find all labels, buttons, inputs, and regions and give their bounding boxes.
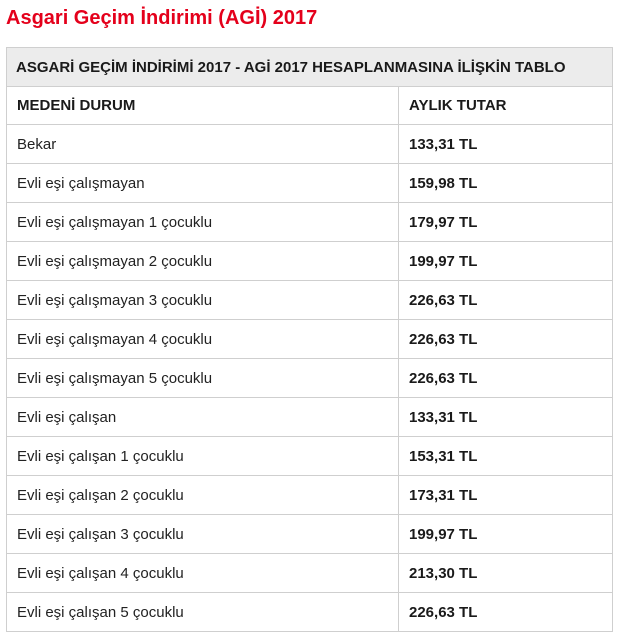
marital-status-cell: Evli eşi çalışmayan 5 çocuklu — [7, 359, 399, 398]
table-row — [7, 281, 613, 320]
marital-status-cell: Evli eşi çalışan 4 çocuklu — [7, 554, 399, 593]
header-monthly-amount: AYLIK TUTAR — [399, 87, 613, 125]
monthly-amount-cell: 226,63 TL — [399, 320, 613, 359]
table-row — [7, 554, 613, 593]
marital-status-cell: Evli eşi çalışmayan 3 çocuklu — [7, 281, 399, 320]
table-row — [7, 242, 613, 281]
table-caption-row — [7, 48, 613, 87]
monthly-amount-cell: 133,31 TL — [399, 398, 613, 437]
monthly-amount-cell: 199,97 TL — [399, 242, 613, 281]
table-row — [7, 203, 613, 242]
agi-table — [6, 47, 613, 632]
marital-status-cell: Evli eşi çalışmayan — [7, 164, 399, 203]
marital-status-cell: Bekar — [7, 125, 399, 164]
page-title: Asgari Geçim İndirimi (AGİ) 2017 — [6, 7, 318, 29]
marital-status-cell: Evli eşi çalışan 5 çocuklu — [7, 593, 399, 632]
table-body — [7, 125, 613, 632]
table-caption: ASGARİ GEÇİM İNDİRİMİ 2017 - AGİ 2017 HESAPLANMASINA İLİŞKİN TABLO — [7, 48, 613, 87]
marital-status-cell: Evli eşi çalışmayan 2 çocuklu — [7, 242, 399, 281]
marital-status-cell: Evli eşi çalışan 3 çocuklu — [7, 515, 399, 554]
marital-status-cell: Evli eşi çalışan — [7, 398, 399, 437]
monthly-amount-cell: 226,63 TL — [399, 593, 613, 632]
monthly-amount-cell: 226,63 TL — [399, 359, 613, 398]
table-row — [7, 320, 613, 359]
table-row — [7, 515, 613, 554]
table-row — [7, 593, 613, 632]
monthly-amount-cell: 133,31 TL — [399, 125, 613, 164]
marital-status-cell: Evli eşi çalışmayan 4 çocuklu — [7, 320, 399, 359]
monthly-amount-cell: 173,31 TL — [399, 476, 613, 515]
marital-status-cell: Evli eşi çalışmayan 1 çocuklu — [7, 203, 399, 242]
table-row — [7, 359, 613, 398]
table-row — [7, 476, 613, 515]
monthly-amount-cell: 179,97 TL — [399, 203, 613, 242]
monthly-amount-cell: 159,98 TL — [399, 164, 613, 203]
header-marital-status: MEDENİ DURUM — [7, 87, 399, 125]
marital-status-cell: Evli eşi çalışan 1 çocuklu — [7, 437, 399, 476]
table-row — [7, 164, 613, 203]
monthly-amount-cell: 226,63 TL — [399, 281, 613, 320]
table-row — [7, 398, 613, 437]
table-header-row — [7, 87, 613, 125]
marital-status-cell: Evli eşi çalışan 2 çocuklu — [7, 476, 399, 515]
monthly-amount-cell: 213,30 TL — [399, 554, 613, 593]
table-row — [7, 437, 613, 476]
table-row — [7, 125, 613, 164]
monthly-amount-cell: 153,31 TL — [399, 437, 613, 476]
monthly-amount-cell: 199,97 TL — [399, 515, 613, 554]
